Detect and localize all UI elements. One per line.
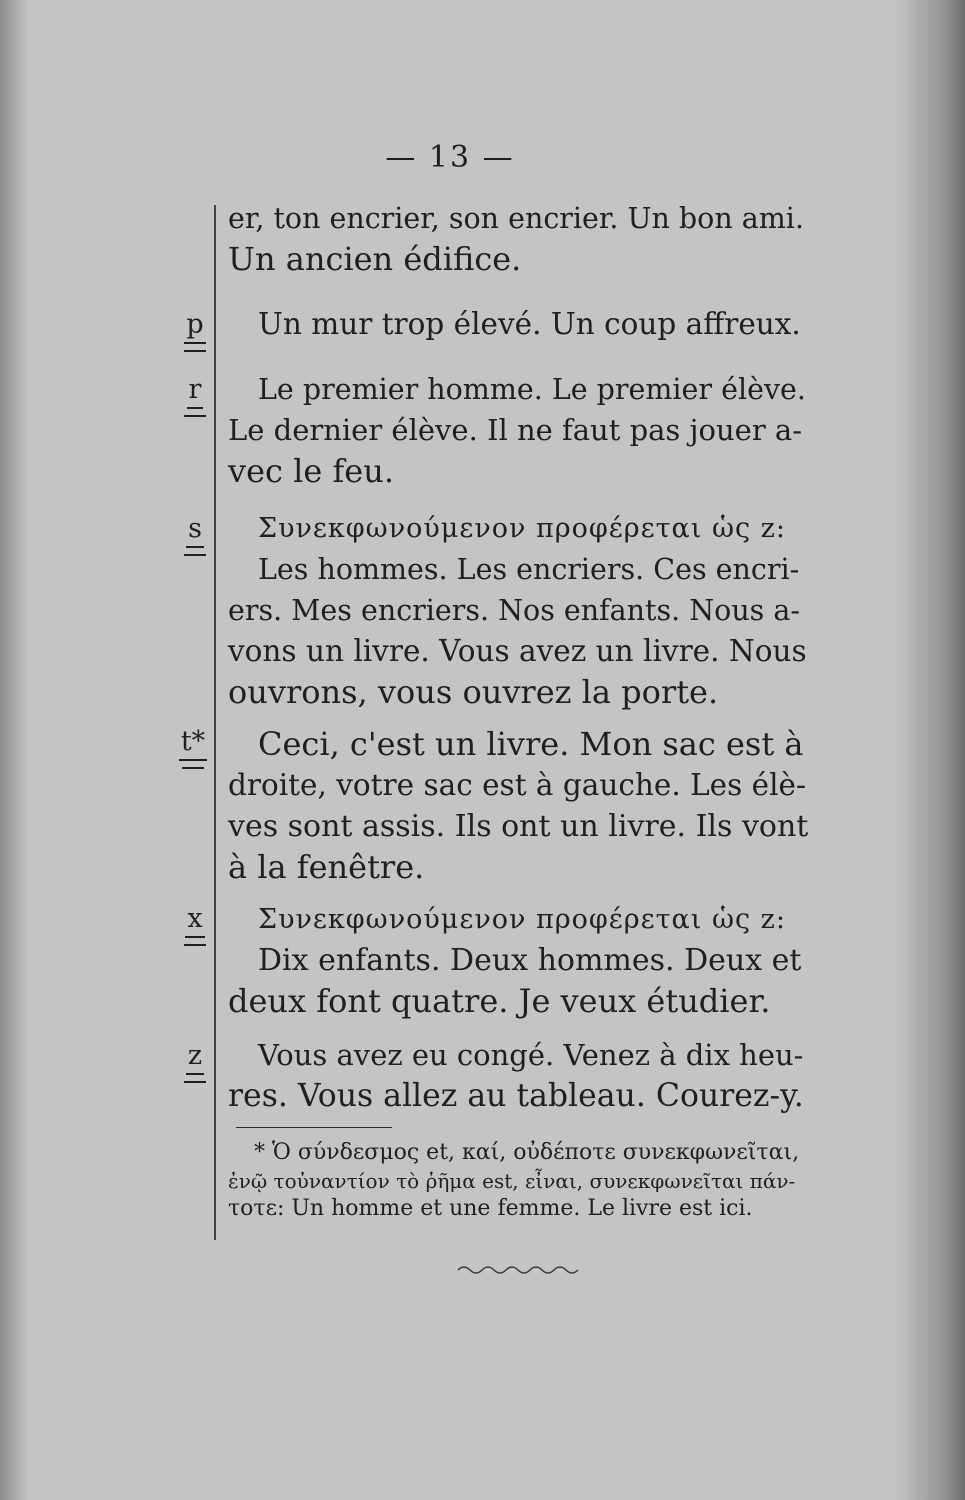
text-line: vons un livre. Vous avez un livre. Nous: [228, 634, 807, 668]
footnote-rule: [236, 1127, 392, 1128]
section-p: [228, 304, 808, 345]
text-line: res. Vous allez au tableau. Courez-y.: [228, 1078, 804, 1114]
tail-ornament: [456, 1262, 581, 1278]
text-line: Vous avez eu congé. Venez à dix heu-: [258, 1038, 804, 1072]
letter-marker-s: s: [170, 514, 220, 556]
text-line: ers. Mes encriers. Nos enfants. Nous a-: [228, 594, 800, 627]
footnote-line: τοτε: Un homme et une femme. Le livre est ici.: [228, 1196, 753, 1221]
section-r: [228, 369, 808, 492]
page-shadow: [0, 0, 28, 1500]
text-line: ves sont assis. Ils ont un livre. Ils vont: [228, 809, 809, 844]
text-line: Un ancien édifice.: [228, 240, 522, 278]
text-line: à la fenêtre.: [228, 848, 425, 886]
text-line: ouvrons, vous ouvrez la porte.: [228, 673, 719, 711]
page-number: — 13 —: [385, 140, 515, 175]
section-t: [228, 724, 808, 888]
text-line: Dix enfants. Deux hommes. Deux et: [258, 943, 802, 978]
continuation-block: [228, 198, 808, 280]
text-line: deux font quatre. Je veux étudier.: [228, 982, 771, 1020]
margin-rule: [214, 205, 216, 1240]
text-line: Ceci, c'est un livre. Mon sac est à: [258, 725, 804, 763]
letter-marker-t: t*: [168, 727, 218, 769]
section-x: [228, 899, 808, 1022]
text-line: Le dernier élève. Il ne faut pas jouer a-: [228, 413, 802, 447]
letter-marker-x: x: [170, 904, 220, 946]
text-line: Les hommes. Les encriers. Ces encri-: [258, 553, 800, 586]
section-z: [228, 1035, 808, 1117]
footnote-line: * Ὁ σύνδεσμος et, καί, οὐδέποτε συνεκφωνεῖται,: [254, 1140, 800, 1165]
page-edge: [895, 0, 965, 1500]
letter-marker-z: z: [170, 1041, 220, 1083]
letter-marker-p: p: [170, 310, 220, 352]
footnote-line: ἐνῷ τοὐναντίον τὸ ῥῆμα est, εἶναι, συνεκφωνεῖται πάν-: [228, 1169, 796, 1193]
greek-rule: Συνεκφωνούμενον προφέρεται ὡς z:: [258, 904, 786, 935]
text-line: vec le feu.: [228, 452, 395, 490]
greek-rule: Συνεκφωνούμενον προφέρεται ὡς z:: [258, 513, 786, 544]
section-s: [228, 508, 808, 713]
text-line: droite, votre sac est à gauche. Les élè-: [228, 768, 806, 802]
text-line: Un mur trop élevé. Un coup affreux.: [258, 307, 801, 341]
footnote: [228, 1139, 808, 1223]
text-line: er, ton encrier, son encrier. Un bon ami.: [228, 202, 804, 235]
text-line: Le premier homme. Le premier élève.: [258, 373, 806, 406]
letter-marker-r: r: [170, 375, 220, 417]
